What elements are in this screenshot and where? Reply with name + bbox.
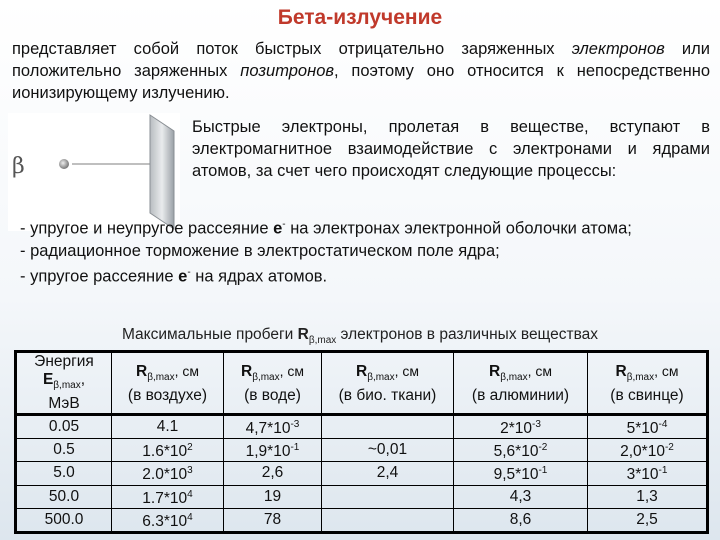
header-aluminium [454, 352, 588, 415]
cell-tissue [322, 415, 454, 439]
cell-water: 19 [224, 485, 322, 508]
header-air [112, 352, 224, 415]
cell-lead: $5*10^{-4}$ [588, 415, 708, 439]
header-range-symbol: R [135, 362, 148, 380]
header-range-unit: , см [527, 362, 553, 379]
header-medium-lead: (в свинце) [610, 386, 684, 404]
header-range-sub: β,max [367, 371, 395, 383]
interaction-description: Быстрые электроны, пролетая в веществе, вступают в электромагнитное взаимодействие с электронами и ядрами атомов, за счет чего происходят следующие процессы: [192, 118, 710, 180]
header-range-unit: , см [279, 362, 305, 379]
caption-symbol [297, 326, 337, 347]
cell-air: $1.6*10^2$ [112, 439, 224, 462]
cell-tissue [322, 508, 454, 532]
cell-aluminium: $9,5*10^{-1}$ [454, 462, 588, 485]
intro-term-positrons: позитронов [240, 62, 334, 80]
header-range-sub: β,max [252, 371, 280, 383]
cell-air: 4.1 [112, 415, 224, 439]
cell-aluminium: 8,6 [454, 508, 588, 532]
cell-lead: 1,3 [588, 485, 708, 508]
header-tissue [322, 352, 454, 415]
header-energy [16, 352, 112, 415]
cell-aluminium: 4,3 [454, 485, 588, 508]
beta-symbol: β [12, 154, 25, 179]
cell-energy: 0.05 [16, 415, 112, 439]
header-energy-label: Энергия [34, 353, 94, 370]
table-row [16, 439, 708, 462]
header-range-symbol: R [488, 362, 501, 380]
intro-part-2: или положительно заряженных [12, 40, 710, 80]
electron-range-table [14, 350, 709, 534]
header-water [224, 352, 322, 415]
header-medium-tissue: (в био. ткани) [338, 386, 437, 404]
cell-aluminium: $2*10^{-3}$ [454, 415, 588, 439]
cell-energy: 0.5 [16, 439, 112, 462]
electron-symbol: е [178, 267, 188, 285]
header-energy-suffix: , [80, 371, 86, 388]
header-range-symbol: R [615, 362, 627, 380]
header-range-sub: β,max [500, 371, 528, 383]
process-item-1 [20, 214, 710, 240]
header-energy-symbol: E [42, 371, 54, 388]
caption-symbol-sub: β,max [308, 335, 337, 347]
cell-water: 78 [224, 508, 322, 532]
header-lead [588, 352, 708, 415]
cell-energy: 500.0 [16, 508, 112, 532]
header-range-sub: β,max [626, 371, 655, 383]
cell-lead: $3*10^{-1}$ [588, 462, 708, 485]
process-item-1-text: - упругое и неупругое рассеяние [20, 219, 274, 238]
electron-symbol: е [273, 219, 283, 238]
process-list [20, 214, 710, 287]
intro-part-1: представляет собой поток быстрых отрицательно заряженных [12, 40, 572, 58]
table-row [16, 462, 708, 485]
caption-text-after: электронов в различных веществах [336, 326, 599, 343]
cell-water: 2,6 [224, 462, 322, 485]
process-item-3 [20, 262, 710, 288]
intro-term-electrons: электронов [571, 40, 665, 58]
cell-lead: $2,0*10^{-2}$ [588, 439, 708, 462]
caption-text-before: Максимальные пробеги [121, 326, 298, 343]
intro-paragraph [12, 38, 710, 104]
cell-aluminium: $5,6*10^{-2}$ [454, 439, 588, 462]
header-medium-aluminium: (в алюминии) [471, 386, 570, 404]
table-header-row [16, 352, 708, 415]
header-energy-sub: β,max [53, 380, 81, 392]
cell-air: $2.0*10^3$ [112, 462, 224, 485]
intro-part-3: , поэтому оно относится к непосредственно ионизирующему излучению. [12, 62, 710, 102]
process-item-2 [20, 240, 710, 262]
cell-tissue [322, 485, 454, 508]
header-medium-water: (в воде) [244, 386, 301, 404]
electron-charge: - [187, 266, 191, 278]
process-item-1-rest: на электронах электронной оболочки атома; [285, 219, 632, 238]
cell-energy: 5.0 [16, 462, 112, 485]
header-energy-unit: МэВ [48, 395, 80, 413]
cell-air: $6.3*10^4$ [112, 508, 224, 532]
table-row [16, 415, 708, 439]
cell-tissue: ~0,01 [322, 439, 454, 462]
header-range-unit: , см [394, 362, 420, 379]
header-range-symbol: R [240, 362, 253, 380]
cell-water: $1,9*10^{-1}$ [224, 439, 322, 462]
particle-dot [59, 159, 69, 169]
header-range-unit: , см [654, 362, 679, 379]
electron-charge: - [282, 219, 286, 230]
caption-symbol-letter: R [297, 326, 309, 343]
slide-title: Бета-излучение [277, 6, 443, 29]
cell-energy: 50.0 [16, 485, 112, 508]
absorber-plate [150, 115, 174, 229]
cell-tissue: 2,4 [322, 462, 454, 485]
process-item-3-rest: на ядрах атомов. [190, 267, 328, 285]
table-caption [0, 326, 720, 346]
cell-water: $4,7*10^{-3}$ [224, 415, 322, 439]
process-item-2-text: - радиационное торможение в электростатическом поле ядра; [20, 241, 500, 260]
process-item-3-text: - упругое рассеяние [20, 267, 179, 285]
cell-air: $1.7*10^4$ [112, 485, 224, 508]
table-row [16, 485, 708, 508]
table-row [16, 508, 708, 532]
header-range-unit: , см [174, 362, 200, 379]
header-range-sub: β,max [147, 371, 175, 383]
header-range-symbol: R [355, 362, 368, 380]
cell-lead: 2,5 [588, 508, 708, 532]
header-medium-air: (в воздухе) [127, 386, 208, 404]
